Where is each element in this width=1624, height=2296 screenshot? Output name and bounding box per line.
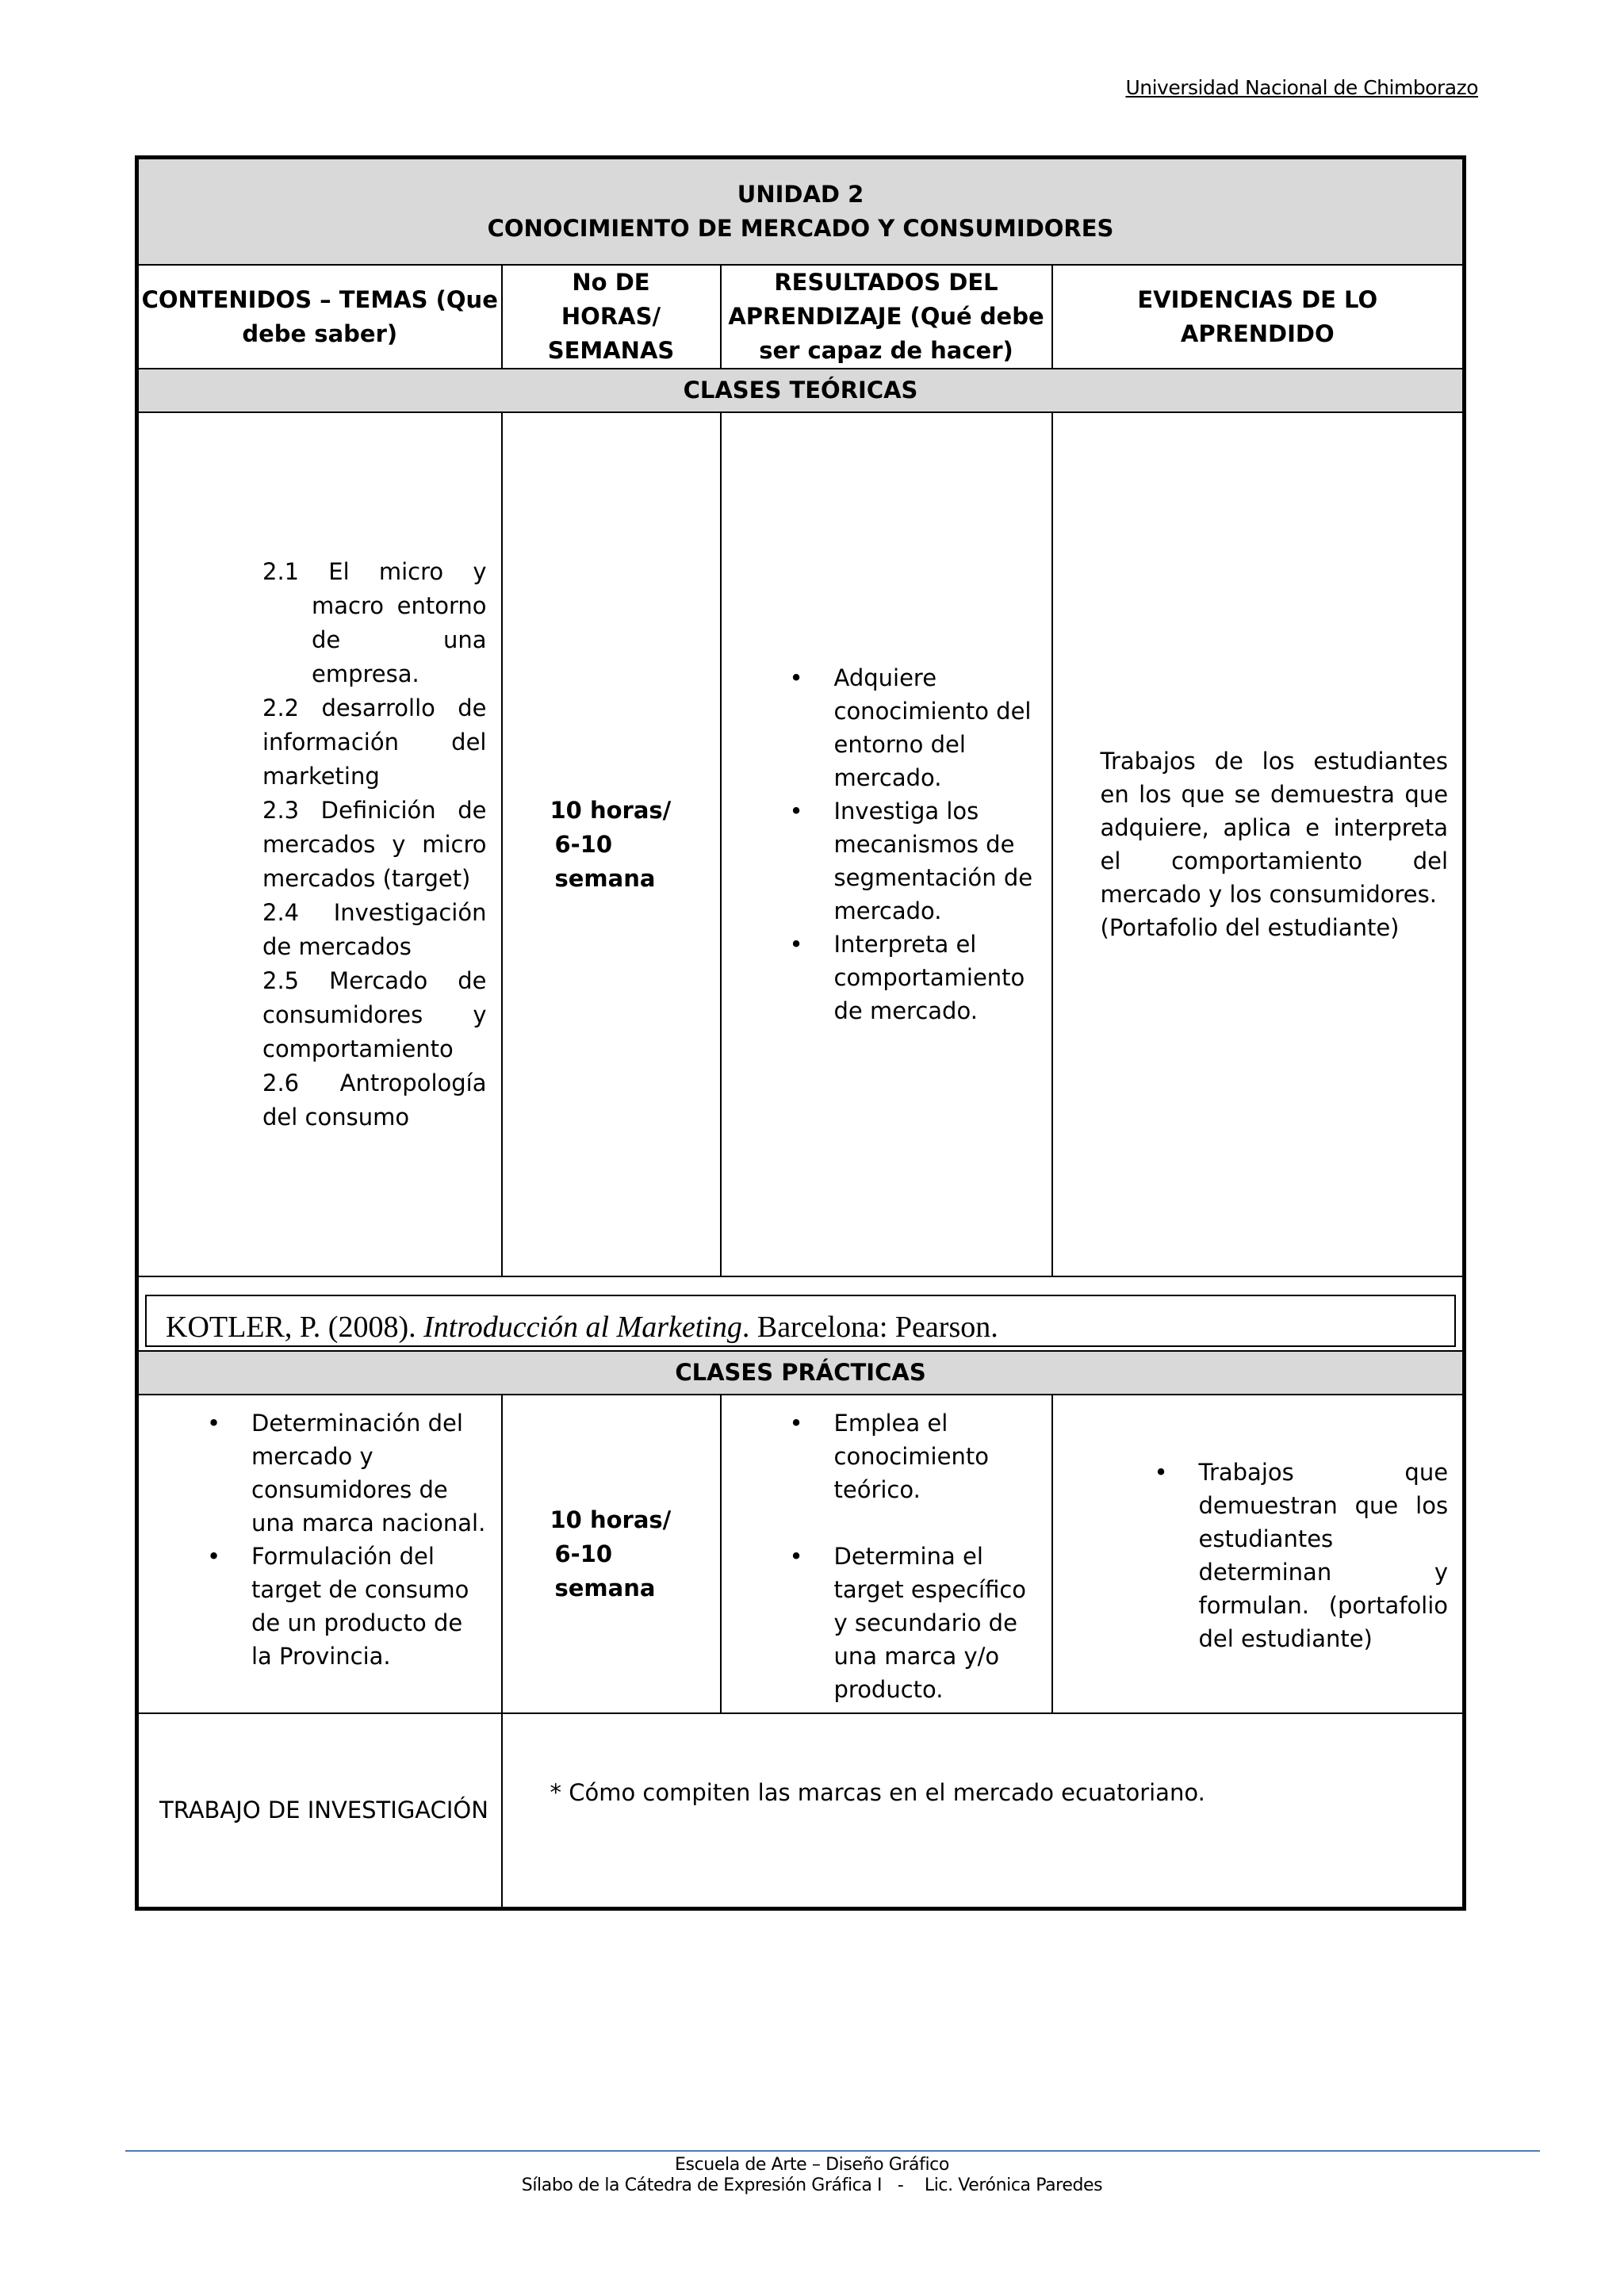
theory-topics bbox=[137, 412, 502, 1276]
topic-item: 2.2 desarrollo de información del marketing bbox=[262, 694, 487, 790]
result-item: • Determina el target específico y secundario de una marca y/o producto. bbox=[834, 1540, 1037, 1706]
topic-item: 2.5 Mercado de consumidores y comportamiento bbox=[262, 966, 487, 1062]
practice-hours: 10 horas/ 6-10 semana bbox=[502, 1395, 721, 1713]
topic-item: 2.4 Investigación de mercados bbox=[262, 898, 487, 960]
unit-number: UNIDAD 2 bbox=[737, 181, 864, 208]
result-item: • Investiga los mecanismos de segmentación de mercado. bbox=[834, 794, 1037, 928]
bibliography-row bbox=[137, 1276, 1465, 1351]
theory-evidence: Trabajos de los estudiantes en los que se demuestra que adquiere, aplica e interpreta el comportamiento del mercado y los consumidores. (Portafolio del estudiante) bbox=[1052, 412, 1465, 1276]
practice-content-item: • Formulación del target de consumo de un producto de la Provincia. bbox=[251, 1540, 487, 1673]
col-header-contenidos: CONTENIDOS – TEMAS (Que debe saber) bbox=[137, 265, 502, 369]
practice-content-item: • Determinación del mercado y consumidores de una marca nacional. bbox=[251, 1406, 487, 1540]
syllabus-table bbox=[135, 155, 1466, 1911]
theory-hours: 10 horas/ 6-10 semana bbox=[502, 412, 721, 1276]
theory-results bbox=[721, 412, 1052, 1276]
section-clases-practicas: CLASES PRÁCTICAS bbox=[137, 1351, 1465, 1395]
practice-evidence bbox=[1052, 1395, 1465, 1713]
col-header-evidencias: EVIDENCIAS DE LO APRENDIDO bbox=[1052, 265, 1465, 369]
result-item: • Adquiere conocimiento del entorno del mercado. bbox=[834, 661, 1037, 794]
topic-item: 2.3 Definición de mercados y micro mercados (target) bbox=[262, 796, 487, 892]
unit-header bbox=[137, 158, 1465, 266]
topic-item: 2.6 Antropología del consumo bbox=[262, 1069, 487, 1131]
footer-syllabus: Sílabo de la Cátedra de Expresión Gráfica I - Lic. Verónica Paredes bbox=[521, 2175, 1103, 2195]
research-label: TRABAJO DE INVESTIGACIÓN bbox=[137, 1713, 502, 1908]
result-item: • Interpreta el comportamiento de mercado. bbox=[834, 928, 1037, 1027]
practice-contents bbox=[137, 1395, 502, 1713]
col-header-resultados: RESULTADOS DEL APRENDIZAJE (Qué debe ser capaz de hacer) bbox=[721, 265, 1052, 369]
footer-divider bbox=[125, 2150, 1540, 2152]
evidence-item: • Trabajos que demuestran que los estudiantes determinan y formulan. (portafolio del estudiante) bbox=[1199, 1456, 1449, 1655]
col-header-horas: No DE HORAS/ SEMANAS bbox=[502, 265, 721, 369]
research-text: * Cómo compiten las marcas en el mercado ecuatoriano. bbox=[502, 1713, 1465, 1908]
topic-item: 2.1 El micro y macro entorno de una empresa. bbox=[262, 557, 487, 687]
result-item: • Emplea el conocimiento teórico. bbox=[834, 1406, 1037, 1506]
footer-school: Escuela de Arte – Diseño Gráfico bbox=[675, 2155, 949, 2175]
practice-results bbox=[721, 1395, 1052, 1713]
header-university: Universidad Nacional de Chimborazo bbox=[1125, 76, 1478, 99]
section-clases-teoricas: CLASES TEÓRICAS bbox=[137, 369, 1465, 412]
unit-title: CONOCIMIENTO DE MERCADO Y CONSUMIDORES bbox=[487, 215, 1114, 242]
bibliography-reference: KOTLER, P. (2008). Introducción al Marketing. Barcelona: Pearson. bbox=[145, 1295, 1456, 1347]
